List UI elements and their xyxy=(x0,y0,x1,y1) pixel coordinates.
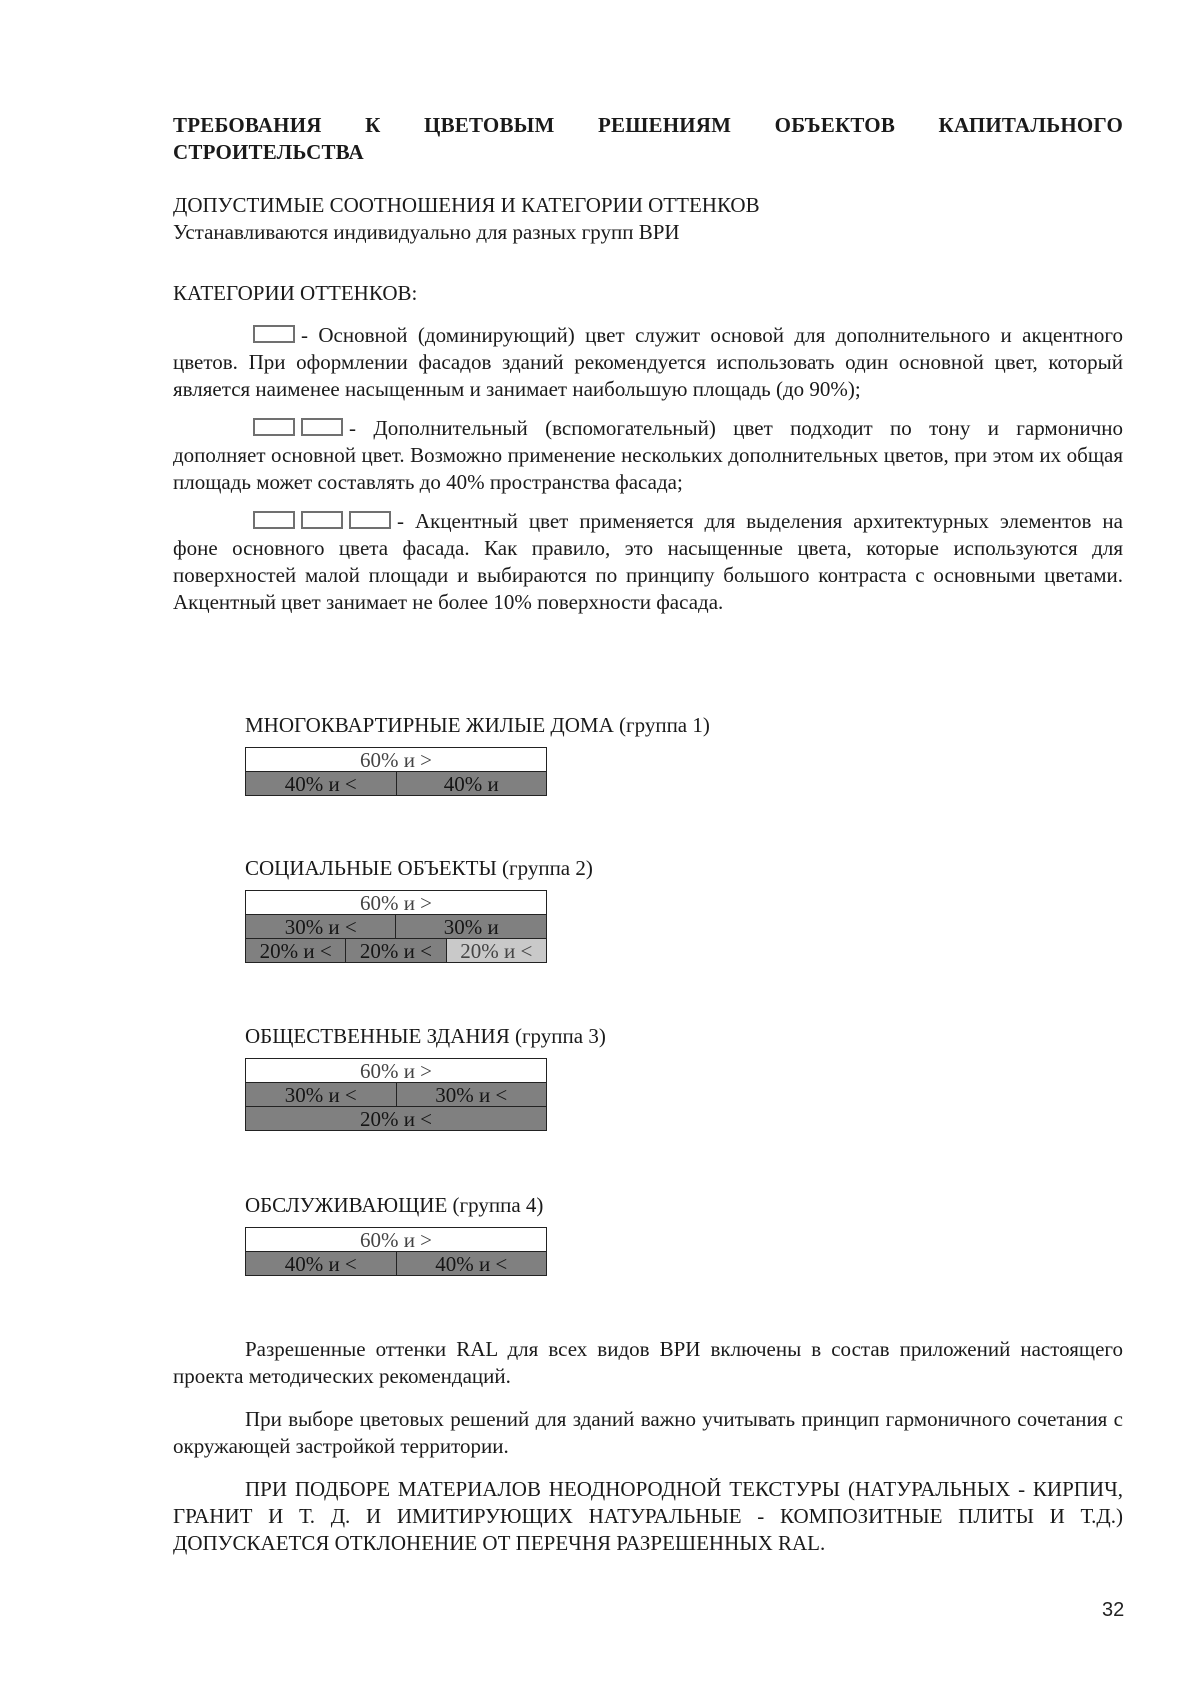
group-3-accent-cell: 20% и < xyxy=(246,1107,547,1131)
page-title-line2: СТРОИТЕЛЬСТВА xyxy=(173,140,364,164)
group-1-title: МНОГОКВАРТИРНЫЕ ЖИЛЫЕ ДОМА (группа 1) xyxy=(245,713,710,737)
category-main-text: - Основной (доминирующий) цвет служит основой для дополнительного и акцентного цветов. При оформлении фасадов зданий рекомендуется использовать один основной цвет, который является наименее насыщенным и занимает наибольшую площадь (до 90%); xyxy=(173,323,1123,401)
notes-section xyxy=(173,1336,1123,1557)
note-ral-appendix: Разрешенные оттенки RAL для всех видов ВРИ включены в состав приложений настоящего проекта методических рекомендаций. xyxy=(173,1337,1123,1388)
group-4-additional-cell-2: 40% и < xyxy=(396,1252,547,1276)
accent-color-swatch-1 xyxy=(253,511,295,529)
categories-heading: КАТЕГОРИИ ОТТЕНКОВ: xyxy=(173,281,418,305)
accent-color-swatch-3 xyxy=(349,511,391,529)
category-additional-text: - Дополнительный (вспомогательный) цвет подходит по тону и гармонично дополняет основной цвет. Возможно применение нескольких дополнительных цветов, при этом их общая площадь может составлять до 40% пространства фасада; xyxy=(173,416,1123,494)
group-2-main-cell: 60% и > xyxy=(246,891,547,915)
group-1-main-cell: 60% и > xyxy=(246,748,547,772)
ratios-subtitle: Устанавливаются индивидуально для разных групп ВРИ xyxy=(173,220,680,244)
main-color-swatch xyxy=(253,325,295,343)
category-accent-text: - Акцентный цвет применяется для выделения архитектурных элементов на фоне основного цвета фасада. Как правило, это насыщенные цвета, которые используются для поверхностей малой площади и выбираются по принципу большого контраста с основными цветами. Акцентный цвет занимает не более 10% поверхности фасада. xyxy=(173,509,1123,614)
category-additional xyxy=(173,415,1123,496)
group-2-accent-cell-1: 20% и < xyxy=(246,939,346,963)
page-number: 32 xyxy=(1102,1599,1125,1621)
group-2-accent-cell-2: 20% и < xyxy=(346,939,446,963)
group-3-additional-cell-1: 30% и < xyxy=(246,1083,397,1107)
group-2-accent-cell-3: 20% и < xyxy=(446,939,546,963)
group-3-additional-cell-2: 30% и < xyxy=(396,1083,547,1107)
category-accent xyxy=(173,508,1123,616)
group-1-ratio-table xyxy=(245,747,547,796)
group-2-title: СОЦИАЛЬНЫЕ ОБЪЕКТЫ (группа 2) xyxy=(245,856,593,880)
ratios-heading: ДОПУСТИМЫЕ СООТНОШЕНИЯ И КАТЕГОРИИ ОТТЕНКОВ xyxy=(173,193,760,217)
note-harmony: При выборе цветовых решений для зданий важно учитывать принцип гармоничного сочетания с окружающей застройкой территории. xyxy=(173,1407,1123,1458)
additional-color-swatch-2 xyxy=(301,418,343,436)
category-main xyxy=(173,322,1123,403)
group-3-title: ОБЩЕСТВЕННЫЕ ЗДАНИЯ (группа 3) xyxy=(245,1024,606,1048)
group-4-additional-cell-1: 40% и < xyxy=(246,1252,397,1276)
group-4-ratio-table xyxy=(245,1227,547,1276)
group-4-title: ОБСЛУЖИВАЮЩИЕ (группа 4) xyxy=(245,1193,544,1217)
group-1-additional-cell-2: 40% и xyxy=(396,772,547,796)
note-texture-deviation: ПРИ ПОДБОРЕ МАТЕРИАЛОВ НЕОДНОРОДНОЙ ТЕКСТУРЫ (НАТУРАЛЬНЫХ - КИРПИЧ, ГРАНИТ И Т. Д. И ИМИТИРУЮЩИХ НАТУРАЛЬНЫЕ - КОМПОЗИТНЫЕ ПЛИТЫ И Т.Д.) ДОПУСКАЕТСЯ ОТКЛОНЕНИЕ ОТ ПЕРЕЧНЯ РАЗРЕШЕННЫХ RAL. xyxy=(173,1477,1123,1555)
group-3-main-cell: 60% и > xyxy=(246,1059,547,1083)
additional-color-swatch-1 xyxy=(253,418,295,436)
page-content xyxy=(173,112,1123,616)
group-4-main-cell: 60% и > xyxy=(246,1228,547,1252)
group-2-additional-cell-1: 30% и < xyxy=(246,915,396,939)
group-2-ratio-table xyxy=(245,890,547,963)
group-3 xyxy=(245,1023,606,1131)
group-4 xyxy=(245,1192,547,1276)
group-1 xyxy=(245,712,710,796)
group-2-additional-cell-2: 30% и xyxy=(396,915,547,939)
page-title-line1: ТРЕБОВАНИЯ К ЦВЕТОВЫМ РЕШЕНИЯМ ОБЪЕКТОВ КАПИТАЛЬНОГО xyxy=(173,113,1123,137)
accent-color-swatch-2 xyxy=(301,511,343,529)
group-3-ratio-table xyxy=(245,1058,547,1131)
group-1-additional-cell-1: 40% и < xyxy=(246,772,397,796)
group-2 xyxy=(245,855,593,963)
